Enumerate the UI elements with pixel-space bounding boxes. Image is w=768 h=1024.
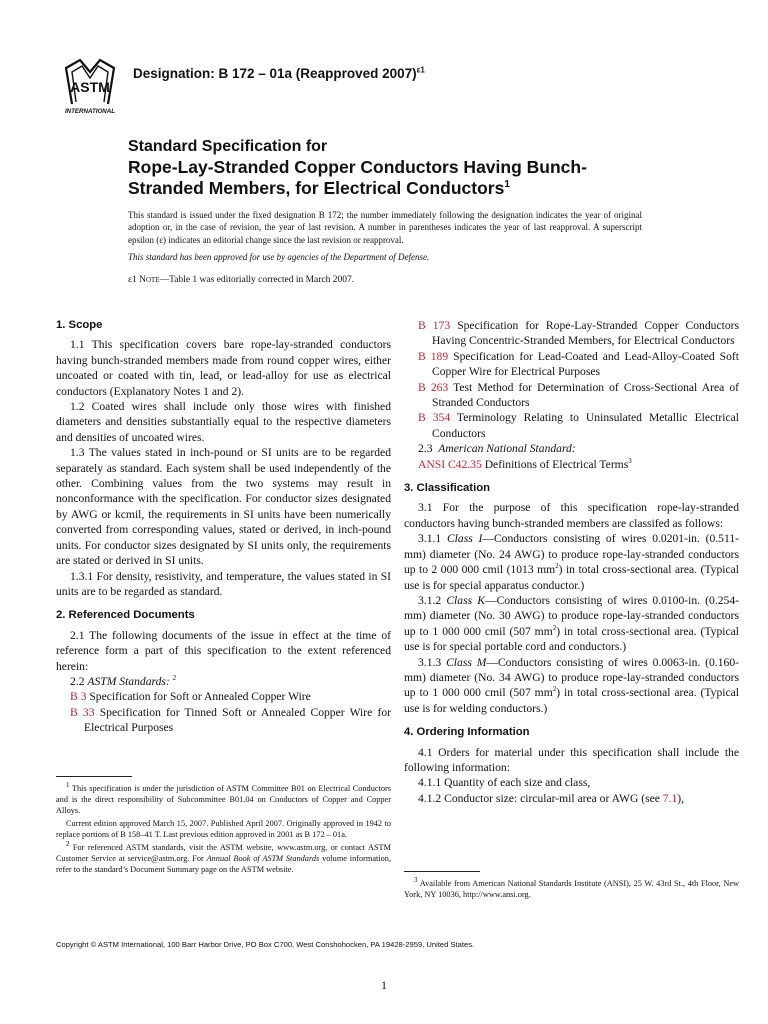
reference-link-b263[interactable]: B 263 [418, 380, 449, 394]
reference-item [56, 689, 391, 704]
paragraph-class-m [404, 655, 739, 717]
title-line-2: Rope-Lay-Stranded Copper Conductors Having Bunch- [128, 157, 587, 177]
class-k-number: 3.1.2 [418, 593, 442, 607]
footnotes-right [404, 878, 739, 900]
paragraph-3-1: 3.1 For the purpose of this specification rope-lay-stranded conductors having bunch-stranded members are classifed as follows: [404, 501, 739, 530]
squared-mark: 2 [555, 562, 559, 571]
logo-text: ASTM [70, 79, 110, 95]
ansi-subheading [404, 441, 739, 456]
designation-text: Designation: B 172 – 01a (Reapproved 2007) [133, 66, 417, 81]
footnote-3-text: Available from American National Standards Institute (ANSI), 25 W. 43rd St., 4th Floor, New York, NY 10036, http://www.ansi.org. [404, 879, 739, 899]
footnote-1-edition: Current edition approved March 15, 2007. Published April 2007. Originally approved in 1942 to replace portions of B 158–41 T. Last previous edition approved in 2001 as B 172 – 01a. [56, 819, 391, 839]
astm-standards-number: 2.2 [70, 674, 85, 688]
paragraph-1-3: 1.3 The values stated in inch-pound or SI units are to be regarded separately as standard. Each system shall be used independently of the other. Combining values from the two systems may result in nonconformance with the specification. For conductor sizes designated by AWG or kcmil, the requirements in SI units have been numerically converted from corresponding values, stated or derived, in inch-pound units. For conductor sizes designated by SI units only, the requirements are stated or derived in SI units. [56, 446, 391, 568]
document-title [128, 136, 648, 199]
reference-item [404, 318, 739, 349]
footnote-2-text: For referenced ASTM standards, visit the ASTM website, www.astm.org, or contact ASTM Customer Service at service@astm.org. For [56, 843, 391, 863]
paragraph-1-3-1: 1.3.1 For density, resistivity, and temperature, the values stated in SI units are to be regarded as standard. [56, 569, 391, 598]
reference-link-b189[interactable]: B 189 [418, 349, 449, 363]
reference-link-b354[interactable]: B 354 [418, 411, 451, 425]
footnote-3-mark: 3 [414, 876, 418, 885]
logo-subtext: INTERNATIONAL [64, 108, 116, 115]
footnote-3 [404, 878, 739, 900]
footnote-1-text: This specification is under the jurisdiction of ASTM Committee B01 on Electrical Conductors and is the direct responsibility of Subcommittee B01.04 on Conductors of Copper and Copper Alloys. [56, 784, 391, 815]
class-m-label: Class M [446, 655, 487, 669]
paragraph-4-1-2-end: ), [677, 791, 685, 805]
class-i-label: Class I [446, 532, 483, 546]
page-number: 1 [381, 978, 387, 992]
paragraph-4-1: 4.1 Orders for material under this specification shall include the following information: [404, 745, 739, 774]
paragraph-2-1: 2.1 The following documents of the issue in effect at the time of reference form a part of this specification to the extent referenced herein: [56, 628, 391, 673]
astm-standards-label: ASTM Standards: [87, 674, 170, 688]
reference-item [404, 410, 739, 441]
left-column [56, 318, 391, 736]
reference-title: Specification for Tinned Soft or Annealed Copper Wire for Electrical Purposes [84, 705, 391, 735]
class-k-text: —Conductors consisting of wires 0.0100-in. (0.254-mm) diameter (No. 30 AWG) to produce rope-lay-stranded conductors up to 1 000 000 cmil (507 mm [404, 593, 739, 638]
class-k-label: Class K [446, 593, 485, 607]
reference-title: Specification for Soft or Annealed Copper Wire [89, 690, 311, 704]
class-k-text-end: ) in total cross-sectional area. (Typical use is for special portable cord and conductors.) [404, 624, 739, 654]
reference-link-ansi[interactable]: ANSI C42.35 [418, 457, 482, 471]
reference-title: Definitions of Electrical Terms [484, 457, 629, 471]
paragraph-1-2: 1.2 Coated wires shall include only those wires with finished diameters and densities substantially equal to the respective diameters and densities of uncoated wires. [56, 400, 391, 444]
section-heading-ordering-information: 4. Ordering Information [404, 726, 530, 739]
footnotes-left [56, 783, 391, 875]
reference-link-b173[interactable]: B 173 [418, 319, 451, 332]
class-m-text: —Conductors consisting of wires 0.0063-in. (0.160-mm) diameter (No. 34 AWG) to produce rope-lay-stranded conductors up to 1 000 000 cmil (507 mm [404, 655, 739, 700]
paragraph-4-1-2 [404, 791, 739, 806]
paragraph-class-i [404, 531, 739, 593]
reference-item [404, 380, 739, 411]
class-m-text-end: ) in total cross-sectional area. (Typical use is for welding conductors.) [404, 686, 739, 715]
class-m-number: 3.1.3 [418, 655, 442, 669]
reference-item [404, 457, 739, 472]
title-line-1: Standard Specification for [128, 138, 328, 155]
issuance-statement: This standard is issued under the fixed designation B 172; the number immediately following the designation indicates the year of original adoption or, in the case of revision, the year of last revision. A number in parentheses indicates the year of last reapproval. A superscript epsilon (ε) indicates an editorial change since the last revision or reapproval. [128, 210, 642, 245]
paragraph-class-k [404, 593, 739, 655]
reference-item [404, 349, 739, 380]
class-i-number: 3.1.1 [418, 532, 442, 546]
footnote-2-book-title: Annual Book of ASTM Standards [206, 854, 320, 863]
title-line-3 [128, 178, 648, 199]
title-line-3-text: Stranded Members, for Electrical Conductors [128, 178, 505, 198]
editorial-note [128, 275, 642, 285]
footnote-rule-right [404, 871, 480, 872]
title-footnote-mark: 1 [504, 179, 510, 191]
astm-logo [58, 56, 122, 116]
class-i-text-end: ) in total cross-sectional area. (Typical use is for special apparatus conductor.) [404, 563, 740, 592]
copyright-notice: Copyright © ASTM International, 100 Barr Harbor Drive, PO Box C700, West Conshohocken, PA 19428-2959, United States. [56, 940, 475, 949]
astm-standards-mark: 2 [172, 674, 177, 683]
designation-epsilon: ε1 [416, 65, 425, 75]
reference-title: Specification for Lead-Coated and Lead-Alloy-Coated Soft Copper Wire for Electrical Purposes [432, 349, 739, 379]
right-column [404, 318, 739, 806]
squared-mark: 2 [552, 623, 557, 632]
note-text: —Table 1 was editorially corrected in March 2007. [159, 275, 355, 285]
reference-title: Specification for Rope-Lay-Stranded Copper Conductors Having Concentric-Stranded Members, for Electrical Conductors [432, 319, 739, 348]
class-i-text: —Conductors consisting of wires 0.0201-in. (0.511-mm) diameter (No. 24 AWG) to produce rope-lay-stranded conductors up to 2 000 000 cmil (1013 mm [404, 532, 739, 577]
note-label: Note [139, 275, 160, 285]
astm-standards-subheading [56, 674, 391, 689]
section-heading-scope: 1. Scope [56, 319, 103, 331]
footnote-1 [56, 783, 391, 816]
ansi-number: 2.3 [418, 442, 433, 456]
reference-title: Test Method for Determination of Cross-Sectional Area of Stranded Conductors [432, 380, 739, 410]
section-heading-referenced-documents: 2. Referenced Documents [56, 609, 195, 622]
reference-title: Terminology Relating to Uninsulated Metallic Electrical Conductors [432, 411, 739, 440]
note-epsilon: ε1 [128, 275, 137, 285]
section-link-7-1[interactable]: 7.1 [662, 791, 678, 805]
footnote-2-text-end: volume information, refer to the standard’s Document Summary page on the ASTM website. [56, 854, 392, 874]
footnote-2 [56, 842, 391, 875]
footnote-2-mark: 2 [66, 840, 70, 849]
ansi-label: American National Standard: [438, 442, 576, 456]
dod-approval: This standard has been approved for use by agencies of the Department of Defense. [128, 252, 430, 262]
paragraph-4-1-1: 4.1.1 Quantity of each size and class, [418, 776, 591, 790]
footnote-rule-left [56, 776, 132, 777]
ansi-footnote-mark: 3 [628, 456, 632, 465]
designation [133, 66, 425, 81]
squared-mark: 2 [552, 685, 557, 694]
paragraph-1-1: 1.1 This specification covers bare rope-lay-stranded conductors having bunch-stranded members made from round copper wires, either uncoated or coated with tin, lead, or lead-alloy for use as electrical conductors (Explanatory Notes 1 and 2). [56, 338, 391, 398]
reference-link-b33[interactable]: B 33 [70, 705, 95, 719]
paragraph-4-1-2-text: 4.1.2 Conductor size: circular-mil area or AWG (see [418, 791, 663, 805]
reference-item [56, 705, 391, 736]
footnote-1-mark: 1 [66, 781, 70, 790]
section-heading-classification: 3. Classification [404, 482, 491, 495]
reference-link-b3[interactable]: B 3 [70, 690, 87, 704]
